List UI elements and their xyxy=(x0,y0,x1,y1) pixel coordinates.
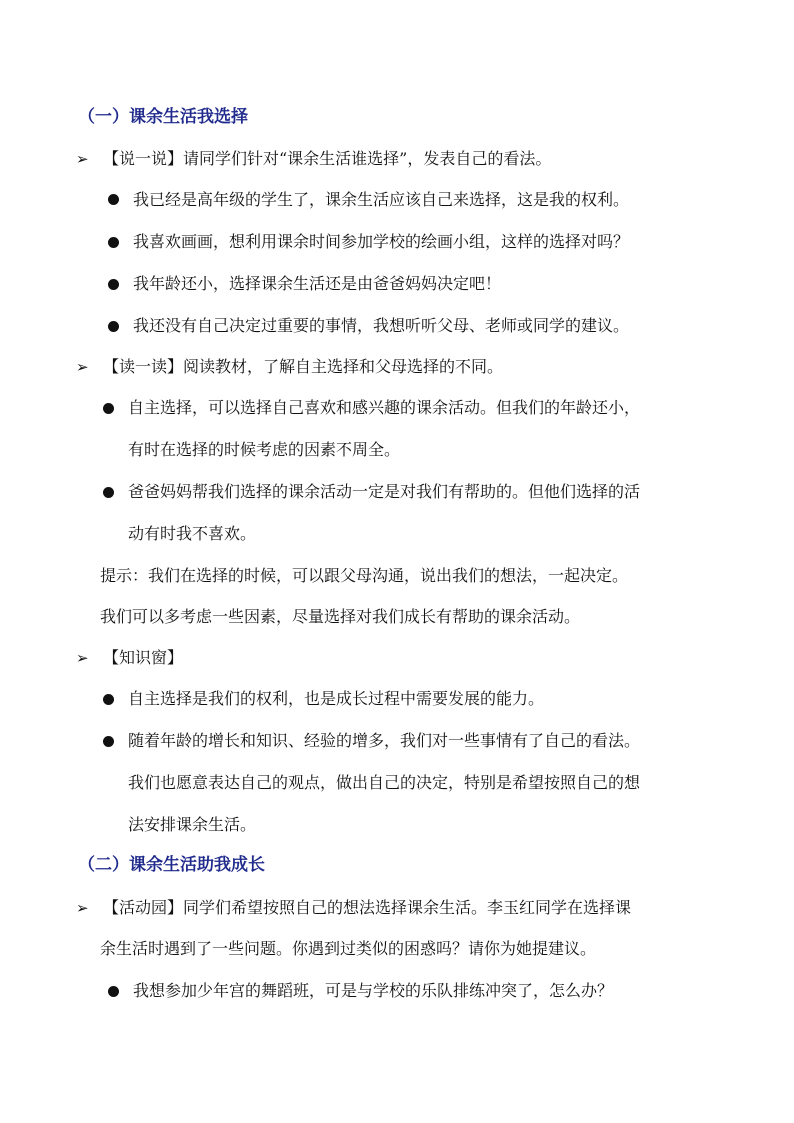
bullet-dot-icon xyxy=(103,487,114,498)
list-item-continuation: 有时在选择的时候考虑的因素不周全。 xyxy=(128,440,401,459)
list-item: 我喜欢画画，想利用课余时间参加学校的绘画小组，这样的选择对吗？ xyxy=(133,232,630,251)
bullet-dot-icon xyxy=(103,694,114,705)
list-item-continuation: 动有时我不喜欢。 xyxy=(128,524,257,543)
list-item: 爸爸妈妈帮我们选择的课余活动一定是对我们有帮助的。但他们选择的活 xyxy=(128,482,641,501)
block-title-duyidu: 【读一读】阅读教材，了解自主选择和父母选择的不同。 xyxy=(103,357,504,376)
bullet-dot-icon xyxy=(108,237,119,248)
bullet-dot-icon xyxy=(108,279,119,290)
list-item: 我已经是高年级的学生了，课余生活应该自己来选择，这是我的权利。 xyxy=(133,190,630,209)
bullet-dot-icon xyxy=(103,736,114,747)
section-heading-1: （一）课余生活我选择 xyxy=(78,107,248,127)
list-item: 我年龄还小，选择课余生活还是由爸爸妈妈决定吧！ xyxy=(133,274,502,293)
arrow-bullet-icon: ➢ xyxy=(76,150,89,168)
list-item: 随着年龄的增长和知识、经验的增多，我们对一些事情有了自己的看法。 xyxy=(128,731,641,750)
block-title-continuation: 余生活时遇到了一些问题。你遇到过类似的困惑吗？请你为她提建议。 xyxy=(100,939,597,958)
block-title-shuoyishuo: 【说一说】请同学们针对“课余生活谁选择”，发表自己的看法。 xyxy=(103,149,552,168)
tip-text-continuation: 我们可以多考虑一些因素，尽量选择对我们成长有帮助的课余活动。 xyxy=(100,607,581,626)
section-heading-2: （二）课余生活助我成长 xyxy=(78,855,265,875)
arrow-bullet-icon: ➢ xyxy=(76,899,89,917)
list-item: 我还没有自己决定过重要的事情，我想听听父母、老师或同学的建议。 xyxy=(133,316,630,335)
arrow-bullet-icon: ➢ xyxy=(76,358,89,376)
list-item-continuation: 我们也愿意表达自己的观点，做出自己的决定，特别是希望按照自己的想 xyxy=(128,773,641,792)
tip-text: 提示：我们在选择的时候，可以跟父母沟通，说出我们的想法，一起决定。 xyxy=(100,566,629,585)
bullet-dot-icon xyxy=(108,194,119,205)
bullet-dot-icon xyxy=(108,321,119,332)
list-item: 自主选择是我们的权利，也是成长过程中需要发展的能力。 xyxy=(128,689,545,708)
block-title-zhishichuang: 【知识窗】 xyxy=(103,648,184,667)
bullet-dot-icon xyxy=(108,986,119,997)
list-item-continuation: 法安排课余生活。 xyxy=(128,815,257,834)
arrow-bullet-icon: ➢ xyxy=(76,649,89,667)
list-item: 我想参加少年宫的舞蹈班，可是与学校的乐队排练冲突了，怎么办？ xyxy=(133,981,614,1000)
block-title-huodongyuan: 【活动园】同学们希望按照自己的想法选择课余生活。李玉红同学在选择课 xyxy=(103,898,632,917)
list-item: 自主选择，可以选择自己喜欢和感兴趣的课余活动。但我们的年龄还小， xyxy=(128,398,641,417)
bullet-dot-icon xyxy=(103,403,114,414)
